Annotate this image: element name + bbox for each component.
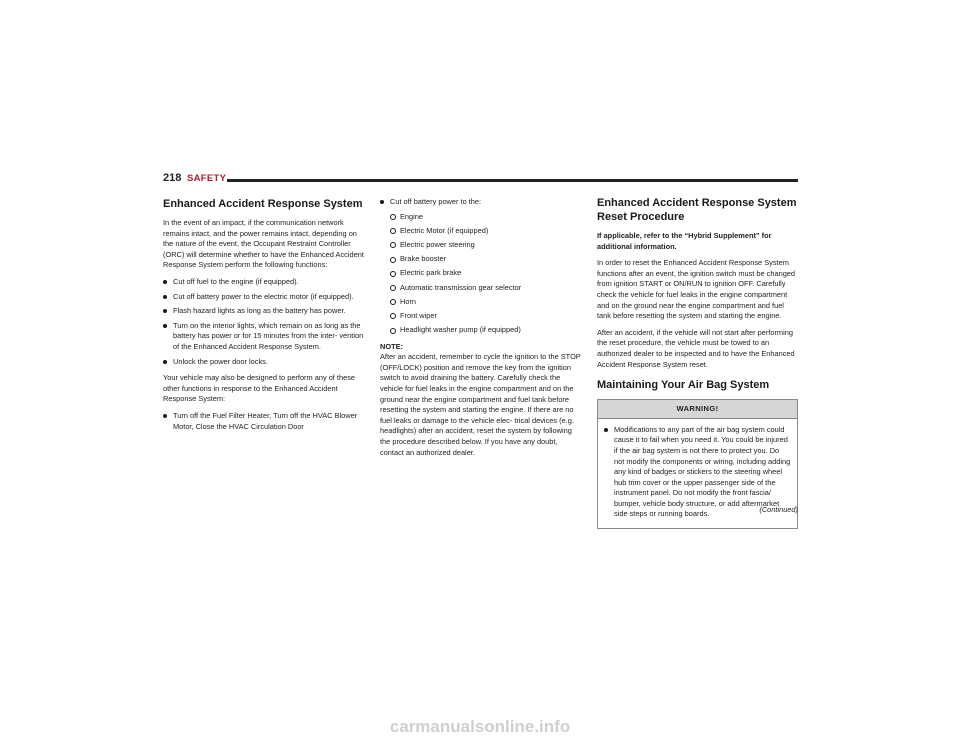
heading-reset-procedure: Enhanced Accident Response System Reset Procedure [597,197,797,223]
sub-list-item: Electric Motor (if equipped) [390,226,582,237]
watermark-text: carmanualsonline.info [389,717,571,736]
list-item: Cut off fuel to the engine (if equipped). [163,277,365,288]
sub-list-item: Engine [390,212,582,223]
intro-paragraph: In the event of an impact, if the communication network remains intact, and the power remains intact, depending on the nature of the event, the Occupant Restraint Controller (ORC) will determine whether to have the Enhanced Accident Response System perform the following functions: [163,218,364,270]
section-title: SAFETY [187,173,227,184]
battery-cutoff-label: Cut off battery power to the: [390,197,482,206]
reset-paragraph: In order to reset the Enhanced Accident Response System functions after an event, the ignition switch must be changed from ignition START or ON/RUN to ignition OFF. Carefully check the vehicle for fuel leaks in the engine compartment and on the ground near the engine compartment and fuel tank before resetting the system and starting the engine. [597,258,796,321]
column-1 [163,197,365,438]
sub-list-item: Electric power steering [390,240,582,251]
watermark [0,717,960,737]
battery-cutoff-sublist [390,212,582,336]
note-label: NOTE: [380,341,403,351]
sub-list-item: Brake booster [390,254,582,265]
heading-maintaining-air-bag: Maintaining Your Air Bag System [597,379,770,392]
list-item: Modifications to any part of the air bag system could cause it to fail when you need it. You could be injured if the air bag system is not there to protect you. Do not modify the components or wiring, including adding any kind of badges or stickers to the steering wheel hub trim cover or the upper passenger side of the instrument panel. Do not modify the front fascia/ bumper, vehicle body structure, or add aftermarket side steps or running boards. [604,425,791,520]
column-3 [597,196,798,529]
list-item: Turn off the Fuel Filter Heater, Turn off the HVAC Blower Motor, Close the HVAC Circulation Door [163,411,365,432]
other-function-list [163,411,365,432]
function-list [163,277,365,367]
hybrid-supplement-note: If applicable, refer to the “Hybrid Supplement” for additional information. [597,231,772,251]
list-item [380,197,582,336]
sub-list-item: Electric park brake [390,268,582,279]
list-item: Cut off battery power to the electric motor (if equipped). [163,292,365,303]
sub-list-item: Front wiper [390,311,582,322]
header-rule [227,179,798,182]
sub-list-item: Headlight washer pump (if equipped) [390,325,582,336]
column-2 [380,197,582,464]
note-text: After an accident, remember to cycle the ignition to the STOP (OFF/LOCK) position and remove the key from the ignition switch to avoid draining the battery. Carefully check the vehicle for fuel leaks in the engine compartment and on the ground near the engine compartment and fuel tank before resetting the system and starting the engine. If there are no fuel leaks or damage to the vehicle elec- trical devices (e.g. headlights) after an accident, reset the system by following the procedure described below. If you have any doubt, contact an authorized dealer. [380,352,581,457]
sub-list-item: Horn [390,297,582,308]
warning-title: WARNING! [598,400,797,419]
page-number: 218 [163,172,182,184]
list-item: Flash hazard lights as long as the battery has power. [163,306,365,317]
list-item: Turn on the interior lights, which remain on as long as the battery has power or for 15 minutes from the inter- vention of the Enhanced Accident Response System. [163,321,365,353]
heading-enhanced-accident-response: Enhanced Accident Response System [163,198,363,210]
continued-label: (Continued) [759,505,798,514]
list-item: Unlock the power door locks. [163,357,365,368]
page-header [163,172,798,188]
battery-cutoff-list [380,197,582,336]
other-functions-paragraph: Your vehicle may also be designed to perform any of these other functions in response to the Enhanced Accident Response System: [163,373,355,404]
sub-list-item: Automatic transmission gear selector [390,283,582,294]
tow-paragraph: After an accident, if the vehicle will not start after performing the reset procedure, the vehicle must be towed to an authorized dealer to be inspected and to have the Enhanced Accident Response System reset. [597,327,795,369]
